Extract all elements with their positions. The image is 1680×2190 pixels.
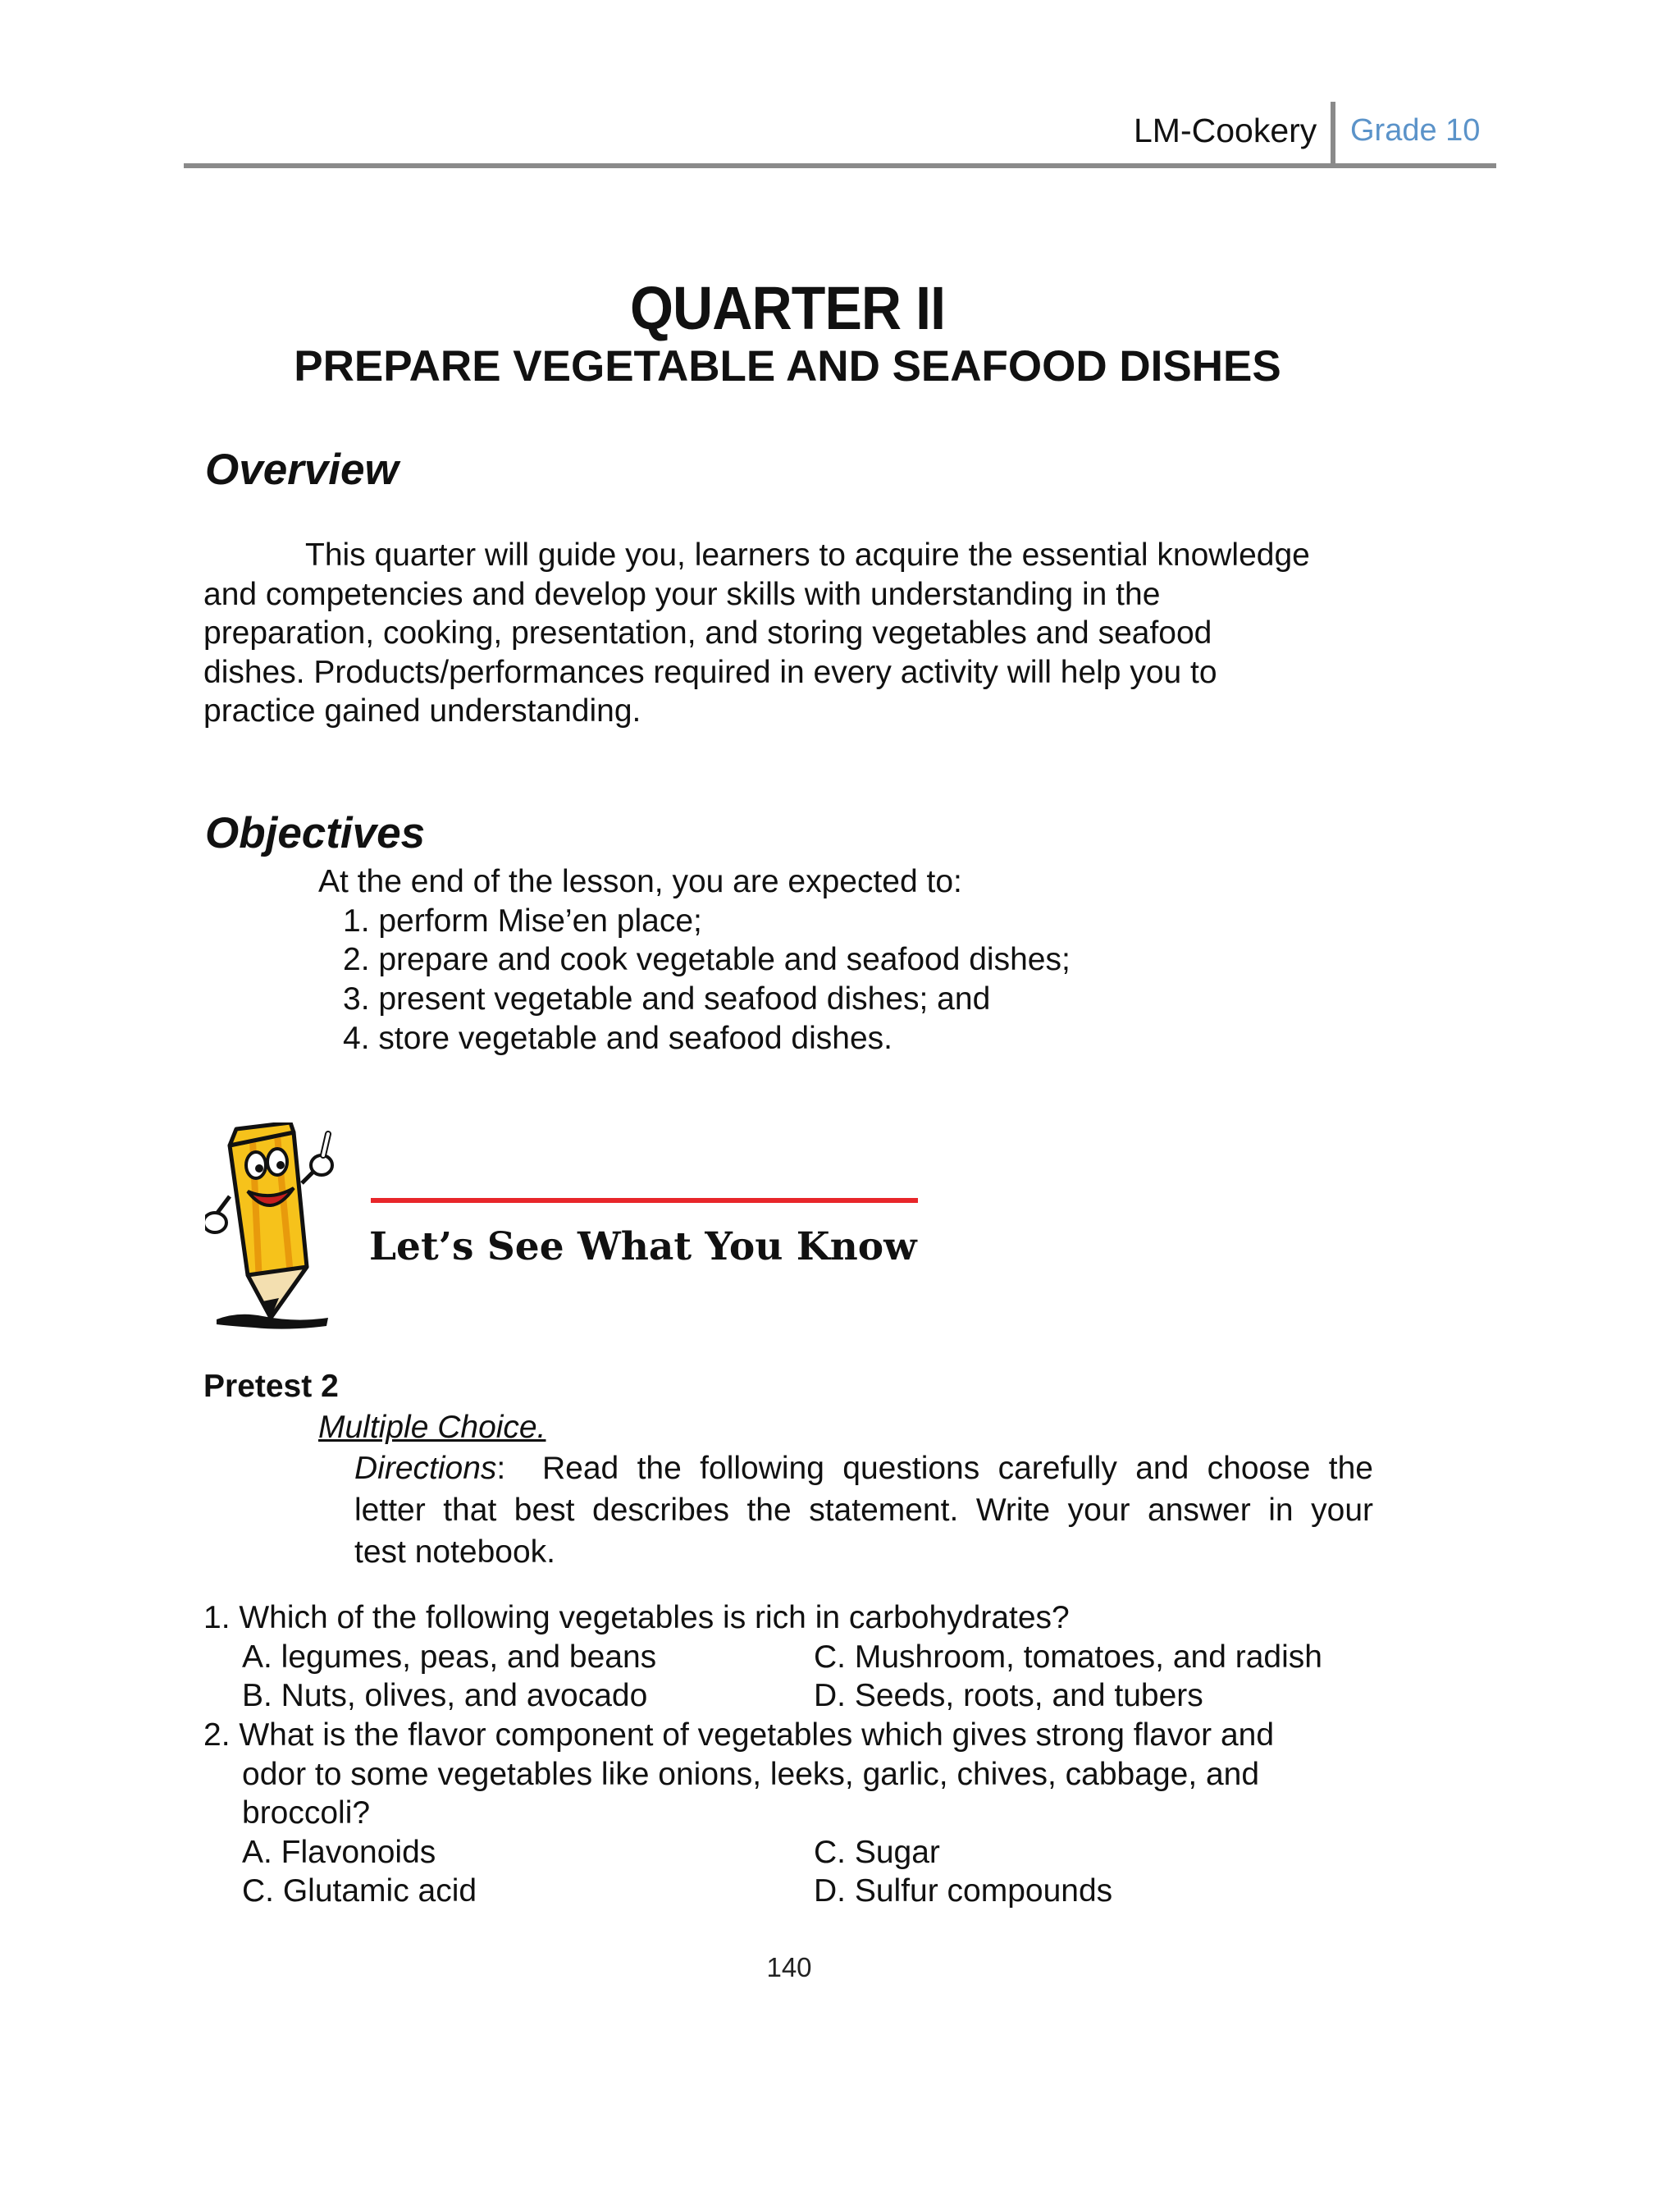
section-red-rule [371, 1198, 918, 1203]
overview-line: practice gained understanding. [203, 693, 641, 729]
question-text: odor to some vegetables like onions, leeks, garlic, chives, cabbage, and [242, 1757, 1260, 1792]
objective-item: 4. store vegetable and seafood dishes. [343, 1021, 892, 1056]
header-rule [184, 163, 1496, 168]
question-text: 2. What is the flavor component of vegetables which gives strong flavor and [203, 1717, 1275, 1753]
answer-choice: D. Sulfur compounds [814, 1873, 1113, 1909]
question-text: 1. Which of the following vegetables is rich in carbohydrates? [203, 1600, 1070, 1635]
directions-line: letter that best describes the statement. Write your answer in your [354, 1493, 1373, 1528]
answer-choice: C. Sugar [814, 1835, 940, 1870]
answer-choice: C. Mushroom, tomatoes, and radish [814, 1639, 1322, 1675]
answer-choice: A. Flavonoids [242, 1835, 436, 1870]
overview-line: dishes. Products/performances required in every activity will help you to [203, 655, 1217, 690]
overview-line: preparation, cooking, presentation, and storing vegetables and seafood [203, 615, 1212, 651]
test-type-label: Multiple Choice. [318, 1410, 546, 1445]
answer-choice: D. Seeds, roots, and tubers [814, 1678, 1203, 1713]
answer-choice: A. legumes, peas, and beans [242, 1639, 657, 1675]
objective-item: 2. prepare and cook vegetable and seafood dishes; [343, 942, 1071, 977]
objectives-heading: Objectives [205, 809, 426, 857]
answer-choice: C. Glutamic acid [242, 1873, 477, 1909]
pretest-heading: Pretest 2 [203, 1369, 339, 1404]
directions-line [354, 1451, 1373, 1487]
overview-line: This quarter will guide you, learners to acquire the essential knowledge [305, 537, 1310, 573]
overview-heading: Overview [205, 446, 399, 494]
quarter-title: QUARTER II [630, 274, 946, 342]
lets-see-what-you-know-heading: Let’s See What You Know [369, 1224, 917, 1269]
directions-line: test notebook. [354, 1534, 556, 1570]
answer-choice: B. Nuts, olives, and avocado [242, 1678, 648, 1713]
directions-label: Directions [354, 1451, 497, 1486]
overview-line: and competencies and develop your skills with understanding in the [203, 577, 1161, 612]
document-label: LM-Cookery [1134, 112, 1317, 149]
objectives-intro: At the end of the lesson, you are expected to: [318, 864, 962, 899]
directions-text: : Read the following questions carefully and choose the [496, 1451, 1373, 1486]
grade-label: Grade 10 [1350, 113, 1481, 148]
header-divider [1331, 102, 1335, 164]
question-text: broccoli? [242, 1795, 371, 1831]
objective-item: 3. present vegetable and seafood dishes; and [343, 981, 991, 1017]
objective-item: 1. perform Mise’en place; [343, 903, 702, 939]
page-number: 140 [766, 1952, 812, 1982]
unit-subtitle: PREPARE VEGETABLE AND SEAFOOD DISHES [294, 342, 1281, 391]
pencil-mascot-icon [205, 1122, 345, 1334]
